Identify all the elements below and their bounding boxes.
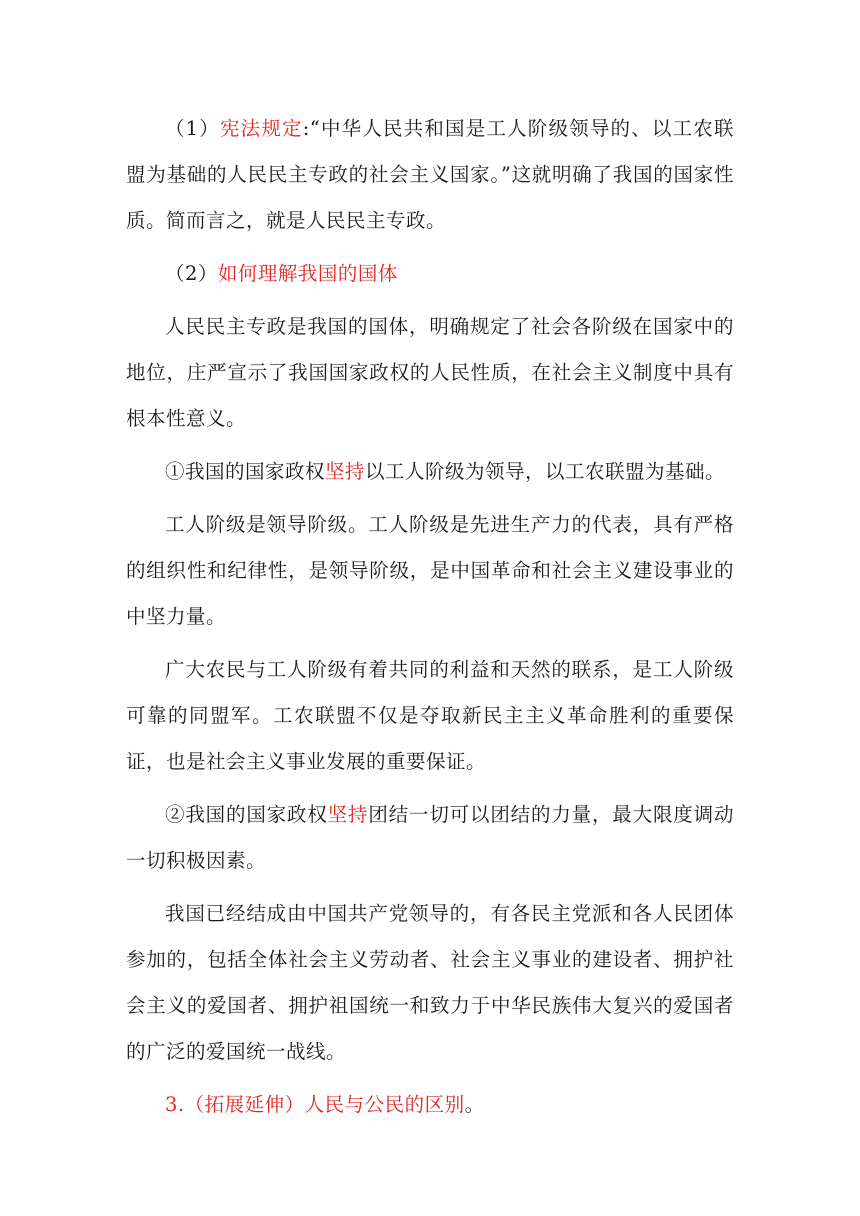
text-segment: 工人阶级是领导阶级。工人阶级是先进生产力的代表，具有严格的组织性和纪律性，是领导阶级，是中国革命和社会主义建设事业的中坚力量。 — [126, 513, 734, 628]
text-segment: 广大农民与工人阶级有着共同的利益和天然的联系，是工人阶级可靠的同盟军。工农联盟不仅是夺取新民主主义革命胜利的重要保证，也是社会主义事业发展的重要保证。 — [126, 658, 734, 773]
document-body — [126, 106, 734, 1135]
text-segment: 。 — [464, 1093, 485, 1116]
paragraph-united-front — [126, 891, 734, 1075]
highlight-section-heading: 如何理解我国的国体 — [217, 262, 398, 285]
text-segment: （1） — [165, 117, 220, 140]
text-segment: 人民民主专政是我国的国体，明确规定了社会各阶级在国家中的地位，庄严宣示了我国国家政权的人民性质，在社会主义制度中具有根本性意义。 — [126, 315, 734, 430]
highlight-keyword: 坚持 — [325, 460, 366, 483]
highlight-extension-heading: 3.（拓展延伸）人民与公民的区别 — [165, 1093, 465, 1116]
paragraph-working-class — [126, 502, 734, 640]
paragraph-peasants — [126, 647, 734, 785]
paragraph-state-system — [126, 304, 734, 442]
paragraph-constitution-provision — [126, 106, 734, 244]
text-segment: ①我国的国家政权 — [165, 460, 326, 483]
text-segment: （2） — [165, 262, 218, 285]
paragraph-point-1 — [126, 449, 734, 495]
paragraph-extension-heading — [126, 1082, 734, 1128]
text-segment: :“中华人民共和国是工人阶级领导的、以工农联盟为基础的人民民主专政的社会主义国家。”这就明确了我国的国家性质。简而言之，就是人民民主专政。 — [126, 117, 734, 232]
text-segment: ②我国的国家政权 — [165, 803, 328, 826]
highlight-keyword: 坚持 — [327, 803, 369, 826]
highlight-constitution-provision: 宪法规定 — [219, 117, 303, 140]
paragraph-understanding-heading — [126, 251, 734, 297]
text-segment: 以工人阶级为领导，以工农联盟为基础。 — [365, 460, 726, 483]
text-segment: 团结一切可以团结的力量，最大限度调动一切积极因素。 — [126, 803, 734, 872]
text-segment: 我国已经结成由中国共产党领导的，有各民主党派和各人民团体参加的，包括全体社会主义劳动者、社会主义事业的建设者、拥护社会主义的爱国者、拥护祖国统一和致力于中华民族伟大复兴的爱国者的广泛的爱国统一战线。 — [126, 902, 734, 1063]
paragraph-point-2 — [126, 792, 734, 884]
